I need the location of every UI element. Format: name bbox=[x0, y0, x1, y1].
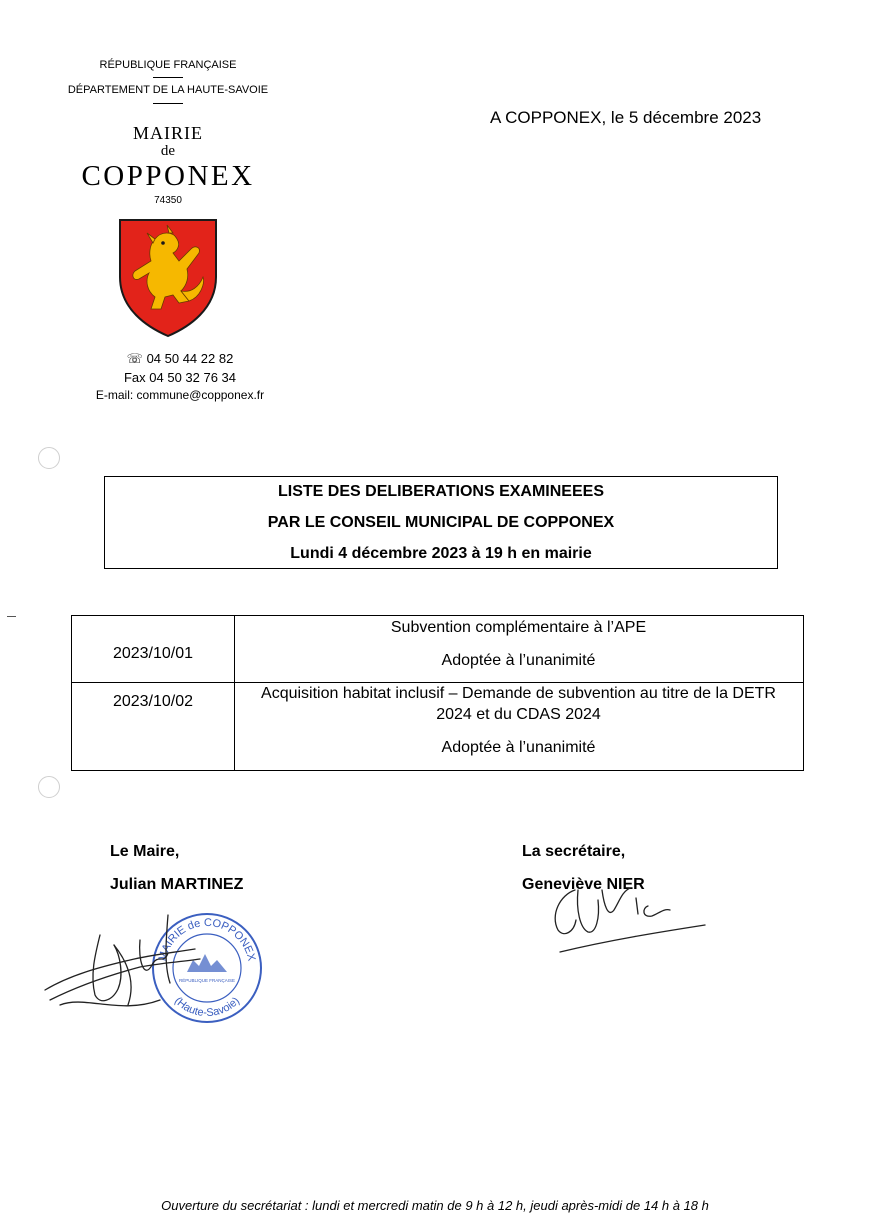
secretaire-title: La secrétaire, bbox=[522, 843, 626, 860]
deliberation-subject: Acquisition habitat inclusif – Demande de subvention au titre de la DETR bbox=[261, 685, 776, 702]
mairie-label: MAIRIE bbox=[133, 123, 203, 143]
title-line-2: PAR LE CONSEIL MUNICIPAL DE COPPONEX bbox=[267, 514, 615, 531]
stamp-bottom-text: (Haute-Savoie) bbox=[171, 995, 243, 1020]
department-label: DÉPARTEMENT DE LA HAUTE-SAVOIE bbox=[67, 84, 269, 96]
row-divider bbox=[72, 682, 803, 683]
phone-number: 04 50 44 22 82 bbox=[146, 351, 234, 366]
date-line: A COPPONEX, le 5 décembre 2023 bbox=[490, 108, 762, 127]
fold-mark bbox=[7, 616, 16, 617]
stamp-top-text: MAIRIE de COPPONEX bbox=[156, 916, 258, 963]
telephone-icon: ☏ bbox=[126, 351, 143, 366]
email-address: E-mail: commune@copponex.fr bbox=[95, 388, 265, 402]
republic-label: RÉPUBLIQUE FRANÇAISE bbox=[99, 59, 237, 71]
secretaire-name: Geneviève NIER bbox=[522, 876, 645, 893]
deliberation-result: Adoptée à l’unanimité bbox=[441, 652, 596, 669]
title-line-1: LISTE DES DELIBERATIONS EXAMINEEES bbox=[278, 483, 604, 500]
secretaire-signature bbox=[540, 870, 715, 960]
stamp-center-text: RÉPUBLIQUE FRANÇAISE bbox=[178, 978, 236, 983]
maire-title: Le Maire, bbox=[110, 843, 180, 860]
maire-signature bbox=[40, 905, 210, 1020]
header-divider bbox=[153, 103, 183, 104]
commune-name: COPPONEX bbox=[81, 160, 255, 192]
phone-line bbox=[80, 351, 280, 367]
deliberation-number: 2023/10/02 bbox=[112, 693, 194, 710]
title-line-3: Lundi 4 décembre 2023 à 19 h en mairie bbox=[290, 545, 592, 562]
punch-hole bbox=[38, 447, 60, 469]
fax-number: Fax 04 50 32 76 34 bbox=[123, 370, 237, 385]
deliberation-result: Adoptée à l’unanimité bbox=[441, 739, 596, 756]
opening-hours-footer: Ouverture du secrétariat : lundi et mercredi matin de 9 h à 12 h, jeudi après-midi de 14 h à 18 h bbox=[161, 1198, 709, 1213]
deliberations-table bbox=[71, 615, 804, 771]
deliberation-number: 2023/10/01 bbox=[112, 645, 194, 662]
header-divider bbox=[153, 77, 183, 78]
punch-hole bbox=[38, 776, 60, 798]
postcode: 74350 bbox=[154, 195, 182, 206]
maire-name: Julian MARTINEZ bbox=[110, 876, 244, 893]
deliberation-subject: Subvention complémentaire à l’APE bbox=[390, 619, 647, 636]
title-box bbox=[104, 476, 778, 569]
coat-of-arms-icon bbox=[117, 217, 219, 339]
deliberation-subject-continued: 2024 et du CDAS 2024 bbox=[436, 706, 601, 723]
mairie-de-label: de bbox=[160, 143, 176, 159]
